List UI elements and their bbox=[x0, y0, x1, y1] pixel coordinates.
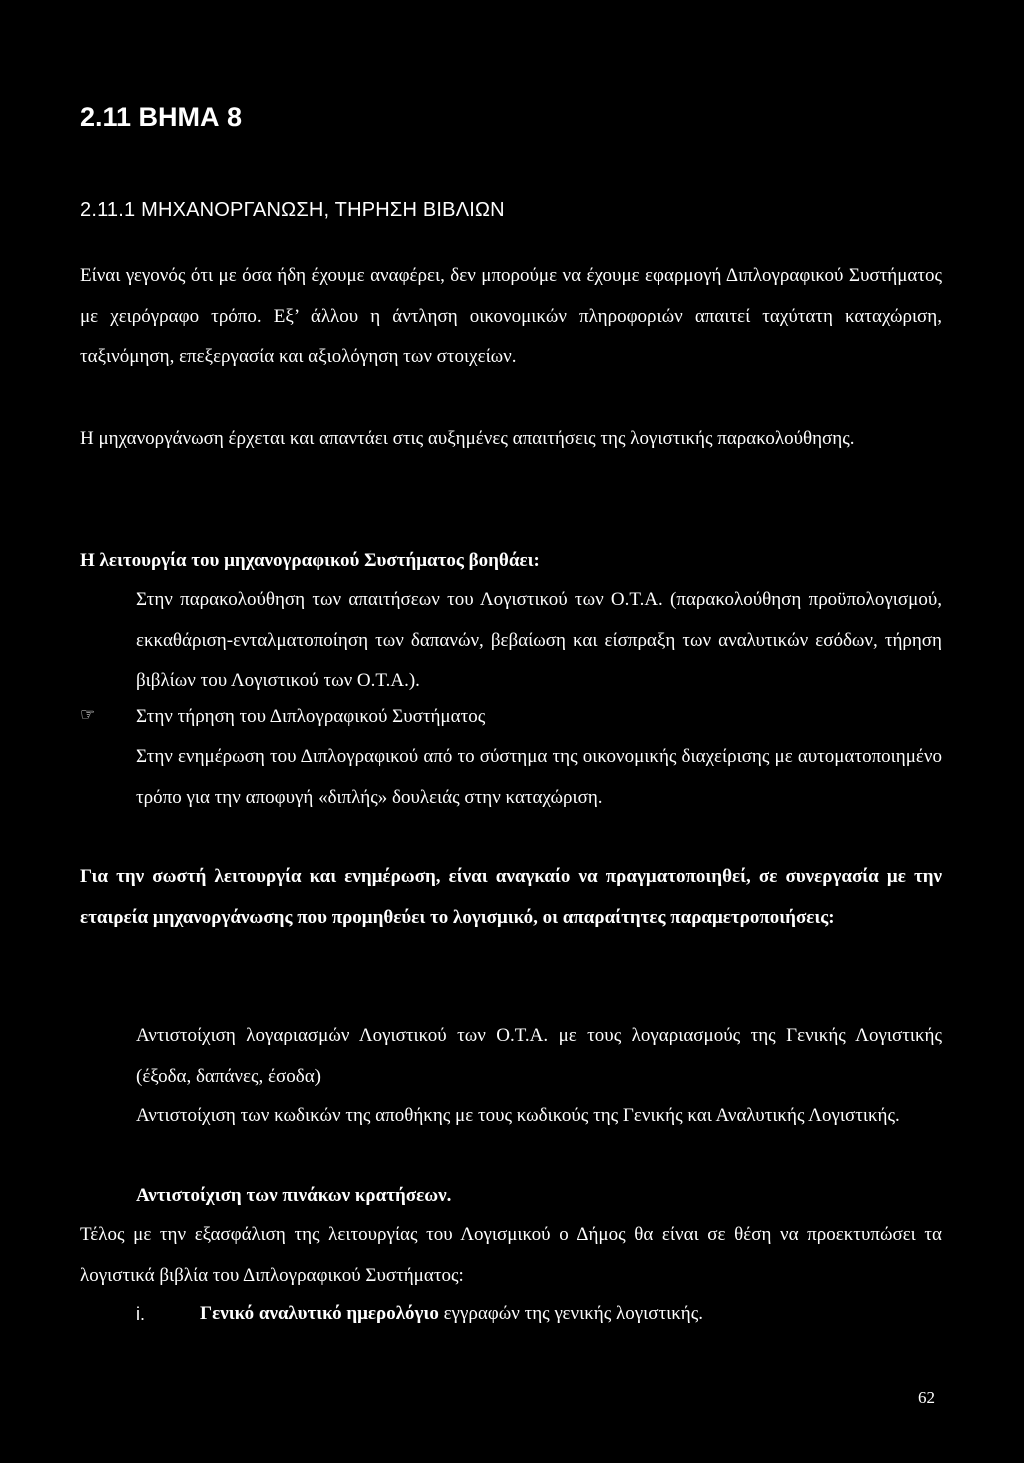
requirement-item-1: Αντιστοίχιση λογαριασμών Λογιστικού των Ο.Τ.Α. με τους λογαριασμούς της Γενικής Λογιστικής (έξοδα, δαπάνες, έσοδα) bbox=[136, 1025, 942, 1087]
page-number: 62 bbox=[918, 1388, 935, 1407]
function-item-3: Στην ενημέρωση του Διπλογραφικού από το σύστημα της οικονομικής διαχείρισης με αυτοματοποιημένο τρόπο για την αποφυγή «διπλής» δουλειάς στην καταχώριση. bbox=[136, 746, 942, 808]
list-item-1-rest: εγγραφών της γενικής λογιστικής. bbox=[438, 1303, 703, 1324]
function-title: Η λειτουργία του μηχανογραφικού Συστήματος βοηθάει: bbox=[80, 550, 540, 571]
closing-paragraph: Τέλος με την εξασφάλιση της λειτουργίας του Λογισμικού ο Δήμος θα είναι σε θέση να προεκτυπώσει τα λογιστικά βιβλία του Διπλογραφικού Συστήματος: bbox=[80, 1224, 942, 1286]
intro-paragraph-2: Η μηχανοργάνωση έρχεται και απαντάει στις αυξημένες απαιτήσεις της λογιστικής παρακολούθησης. bbox=[80, 428, 855, 449]
requirements-paragraph: Για την σωστή λειτουργία και ενημέρωση, είναι αναγκαίο να πραγματοποιηθεί, σε συνεργασία με την εταιρεία μηχανοργάνωσης που προμηθεύει το λογισμικό, οι απαραίτητες παραμετροποιήσεις: bbox=[80, 866, 942, 928]
section-heading: 2.11 ΒΗΜΑ 8 bbox=[80, 102, 243, 132]
pointing-hand-icon: ☞ bbox=[80, 705, 96, 724]
requirement-item-2: Αντιστοίχιση των κωδικών της αποθήκης με τους κωδικούς της Γενικής και Αναλυτικής Λογιστικής. bbox=[136, 1105, 900, 1126]
function-item-2: Στην τήρηση του Διπλογραφικού Συστήματος bbox=[136, 706, 486, 727]
function-item-1: Στην παρακολούθηση των απαιτήσεων του Λογιστικού των Ο.Τ.Α. (παρακολούθηση προϋπολογισμού, εκκαθάριση-ενταλματοποίηση των δαπανών, βεβαίωση και είσπραξη των αναλυτικών εσόδων, τήρηση βιβλίων του Λογιστικού των Ο.Τ.Α.). bbox=[136, 589, 942, 692]
list-numeral: i. bbox=[136, 1304, 145, 1324]
list-item-1-bold: Γενικό αναλυτικό ημερολόγιο bbox=[200, 1303, 439, 1324]
list-item-1 bbox=[200, 1294, 703, 1334]
requirement-item-3: Αντιστοίχιση των πινάκων κρατήσεων. bbox=[136, 1185, 452, 1206]
intro-paragraph-1: Είναι γεγονός ότι με όσα ήδη έχουμε αναφέρει, δεν μπορούμε να έχουμε εφαρμογή Διπλογραφικού Συστήματος με χειρόγραφο τρόπο. Εξ’ άλλου η άντληση οικονομικών πληροφοριών απαιτεί ταχύτατη καταχώριση, ταξινόμηση, επεξεργασία και αξιολόγηση των στοιχείων. bbox=[80, 265, 942, 368]
subsection-heading: 2.11.1 ΜΗΧΑΝΟΡΓΑΝΩΣΗ, ΤΗΡΗΣΗ ΒΙΒΛΙΩΝ bbox=[80, 199, 505, 221]
